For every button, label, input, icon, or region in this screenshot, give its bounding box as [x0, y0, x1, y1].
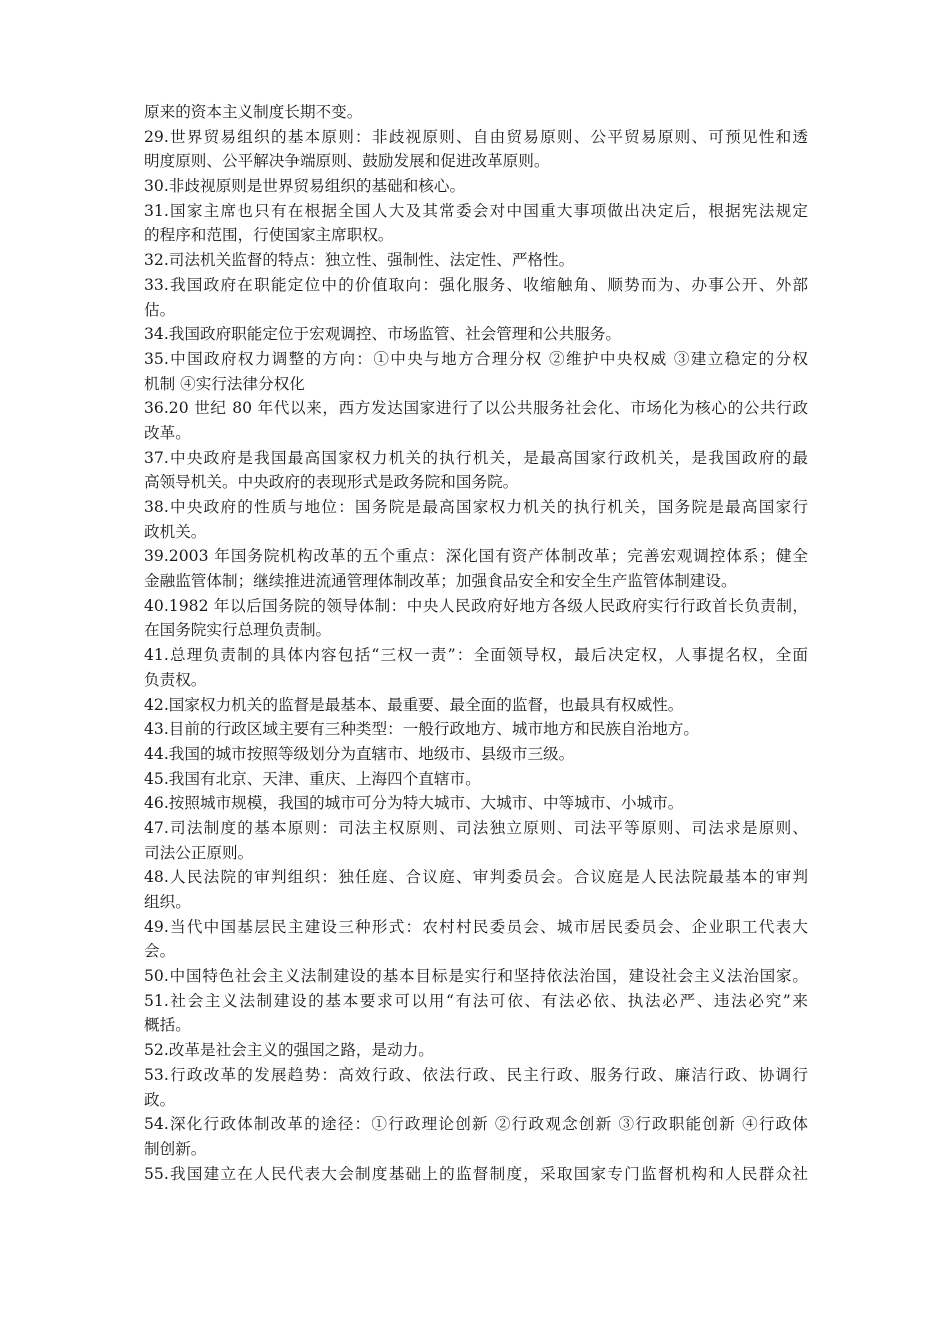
- text-line: 负责权。: [144, 670, 207, 689]
- text-line: 司法公正原则。: [144, 843, 254, 862]
- document-page: [144, 100, 808, 1186]
- text-line: 43.目前的行政区域主要有三种类型：一般行政地方、城市地方和民族自治地方。: [144, 720, 699, 739]
- text-line: 51.社会主义法制建设的基本要求可以用“有法可依、有法必依、执法必严、违法必究”来: [144, 991, 808, 1010]
- text-line: 40.1982 年以后国务院的领导体制：中央人民政府好地方各级人民政府实行行政首长负责制，: [144, 596, 808, 615]
- text-line: 42.国家权力机关的监督是最基本、最重要、最全面的监督，也最具有权威性。: [144, 695, 684, 714]
- text-line: 明度原则、公平解决争端原则、鼓励发展和促进改革原则。: [144, 152, 550, 171]
- text-line: 机制 ④实行法律分权化: [144, 374, 305, 393]
- text-line: 30.非歧视原则是世界贸易组织的基础和核心。: [144, 177, 466, 196]
- text-line: 38.中央政府的性质与地位：国务院是最高国家权力机关的执行机关，国务院是最高国家行: [144, 498, 808, 516]
- text-line: 41.总理负责制的具体内容包括“三权一责”：全面领导权，最后决定权，人事提名权，全面: [144, 646, 808, 665]
- text-line: 53.行政改革的发展趋势：高效行政、依法行政、民主行政、服务行政、廉洁行政、协调行: [144, 1065, 808, 1084]
- text-line: 原来的资本主义制度长期不变。: [144, 103, 363, 121]
- text-line: 29.世界贸易组织的基本原则：非歧视原则、自由贸易原则、公平贸易原则、可预见性和透: [144, 127, 808, 146]
- text-line: 估。: [144, 300, 176, 319]
- text-line: 政机关。: [144, 522, 207, 541]
- text-line: 在国务院实行总理负责制。: [144, 621, 332, 640]
- text-line: 47.司法制度的基本原则：司法主权原则、司法独立原则、司法平等原则、司法求是原则、: [144, 818, 808, 837]
- text-line: 54.深化行政体制改革的途径：①行政理论创新 ②行政观念创新 ③行政职能创新 ④行政体: [144, 1115, 808, 1134]
- text-line: 高领导机关。中央政府的表现形式是政务院和国务院。: [144, 473, 519, 492]
- text-line: 31.国家主席也只有在根据全国人大及其常委会对中国重大事项做出决定后，根据宪法规定: [144, 201, 808, 220]
- text-line: 39.2003 年国务院机构改革的五个重点：深化国有资产体制改革；完善宏观调控体系；健全: [144, 547, 808, 566]
- text-line: 49.当代中国基层民主建设三种形式：农村村民委员会、城市居民委员会、企业职工代表大: [144, 917, 808, 936]
- text-line: 33.我国政府在职能定位中的价值取向：强化服务、收缩触角、顺势而为、办事公开、外部: [144, 275, 808, 294]
- text-line: 组织。: [144, 893, 191, 911]
- text-line: 44.我国的城市按照等级划分为直辖市、地级市、县级市三级。: [144, 744, 575, 763]
- text-line: 45.我国有北京、天津、重庆、上海四个直辖市。: [144, 769, 481, 788]
- text-line: 35.中国政府权力调整的方向：①中央与地方合理分权 ②维护中央权威 ③建立稳定的分权: [144, 349, 808, 368]
- text-line: 概括。: [144, 1016, 191, 1035]
- text-line: 52.改革是社会主义的强国之路，是动力。: [144, 1041, 434, 1060]
- text-line: 48.人民法院的审判组织：独任庭、合议庭、审判委员会。合议庭是人民法院最基本的审判: [144, 868, 808, 887]
- text-line: 会。: [144, 942, 176, 961]
- text-line: 36.20 世纪 80 年代以来，西方发达国家进行了以公共服务社会化、市场化为核心的公共行政: [144, 399, 808, 418]
- text-line: 46.按照城市规模，我国的城市可分为特大城市、大城市、中等城市、小城市。: [144, 794, 684, 813]
- text-line: 政。: [144, 1090, 176, 1109]
- text-line: 的程序和范围，行使国家主席职权。: [144, 226, 394, 245]
- text-line: 制创新。: [144, 1139, 207, 1158]
- text-line: 金融监管体制；继续推进流通管理体制改革；加强食品安全和安全生产监管体制建设。: [144, 572, 737, 591]
- text-line: 50.中国特色社会主义法制建设的基本目标是实行和坚持依法治国，建设社会主义法治国家。: [144, 967, 808, 986]
- text-line: 32.司法机关监督的特点：独立性、强制性、法定性、严格性。: [144, 251, 575, 270]
- text-line: 55.我国建立在人民代表大会制度基础上的监督制度，采取国家专门监督机构和人民群众社: [144, 1164, 808, 1183]
- text-line: 改革。: [144, 423, 191, 442]
- text-line: 37.中央政府是我国最高国家权力机关的执行机关，是最高国家行政机关，是我国政府的最: [144, 448, 808, 467]
- text-line: 34.我国政府职能定位于宏观调控、市场监管、社会管理和公共服务。: [144, 325, 622, 344]
